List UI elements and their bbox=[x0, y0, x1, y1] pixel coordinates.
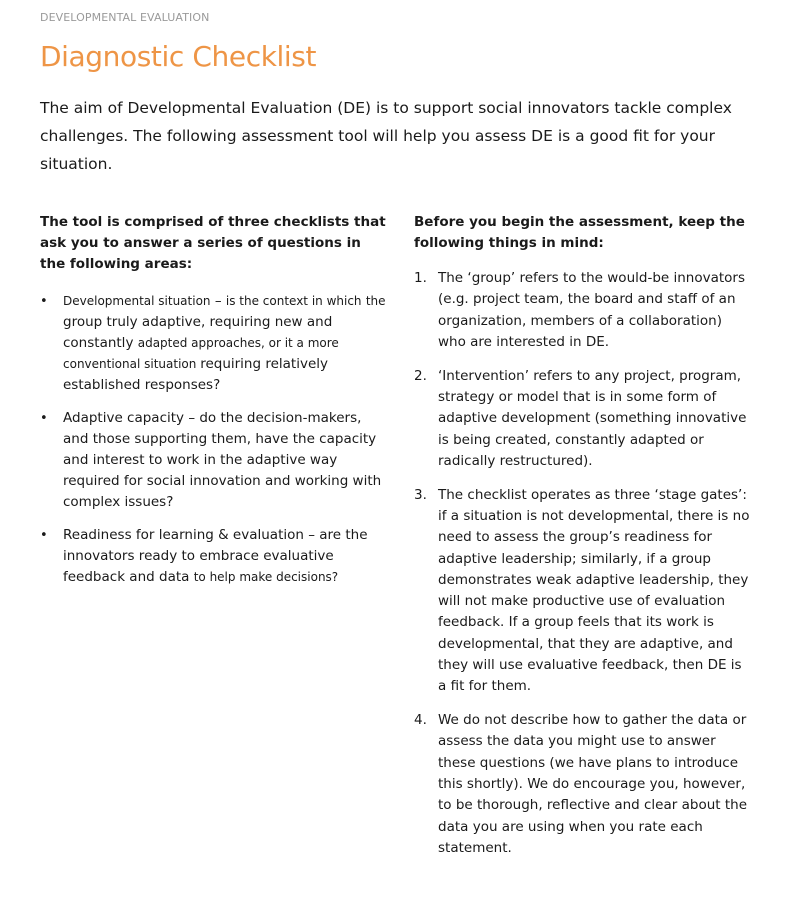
bullet-marker: • bbox=[40, 528, 48, 543]
item-number: 1. bbox=[414, 270, 427, 286]
list-item: 3. The checklist operates as three ‘stage gates’: if a situation is not developmental, there is no need to assess the group’s readiness for adaptive leadership; similarly, if a group demonstrates weak adaptive leadership, they will not make productive use of evaluation feedback. If a group feels that its work is developmental, that they are adaptive, and they will use evaluative feedback, then DE is a fit for them. bbox=[414, 486, 750, 695]
notes-heading: Before you begin the assessment, keep the following things in mind: bbox=[414, 214, 745, 251]
areas-heading: The tool is comprised of three checklists that ask you to answer a series of questions in the following areas: bbox=[40, 214, 386, 272]
list-item: 2. ‘Intervention’ refers to any project, program, strategy or model that is in some form of adaptive development (something innovative is being created, constantly adapted or radically restructured). bbox=[414, 367, 747, 469]
list-item: • Adaptive capacity – do the decision-makers, and those supporting them, have the capacity and interest to work in the adaptive way required for social innovation and working with complex issues? bbox=[40, 410, 382, 510]
bullet-marker: • bbox=[40, 294, 48, 309]
list-item: 1. The ‘group’ refers to the would-be innovators (e.g. project team, the board and staff of an organization, members of a collaboration) who are interested in DE. bbox=[414, 270, 745, 350]
item-number: 2. bbox=[414, 367, 427, 384]
notes-list bbox=[414, 268, 754, 859]
right-column bbox=[414, 212, 754, 872]
section-header-label: DEVELOPMENTAL EVALUATION bbox=[40, 11, 210, 24]
list-item: 4. We do not describe how to gather the data or assess the data you might use to answer these questions (we have plans to introduce this shortly). We do encourage you, however, to be thorough, reflective and clear about the data you are using when you rate each statement. bbox=[414, 712, 747, 856]
left-column bbox=[40, 212, 390, 600]
intro-paragraph: The aim of Developmental Evaluation (DE) is to support social innovators tackle complex challenges. The following assessment tool will help you assess DE is a good fit for your situation. bbox=[40, 99, 732, 173]
list-item: • Readiness for learning & evaluation – are the innovators ready to embrace evaluative feedback and data to help make decisions? bbox=[40, 527, 368, 585]
item-number: 3. bbox=[414, 486, 427, 503]
bullet-marker: • bbox=[40, 411, 48, 426]
list-item: • Developmental situation – is the context in which the group truly adaptive, requiring new and constantly adapted approaches, or it a more conventional situation requiring relatively established responses? bbox=[40, 293, 386, 393]
item-number: 4. bbox=[414, 712, 427, 729]
page-title: Diagnostic Checklist bbox=[40, 40, 317, 73]
areas-list bbox=[40, 291, 390, 588]
